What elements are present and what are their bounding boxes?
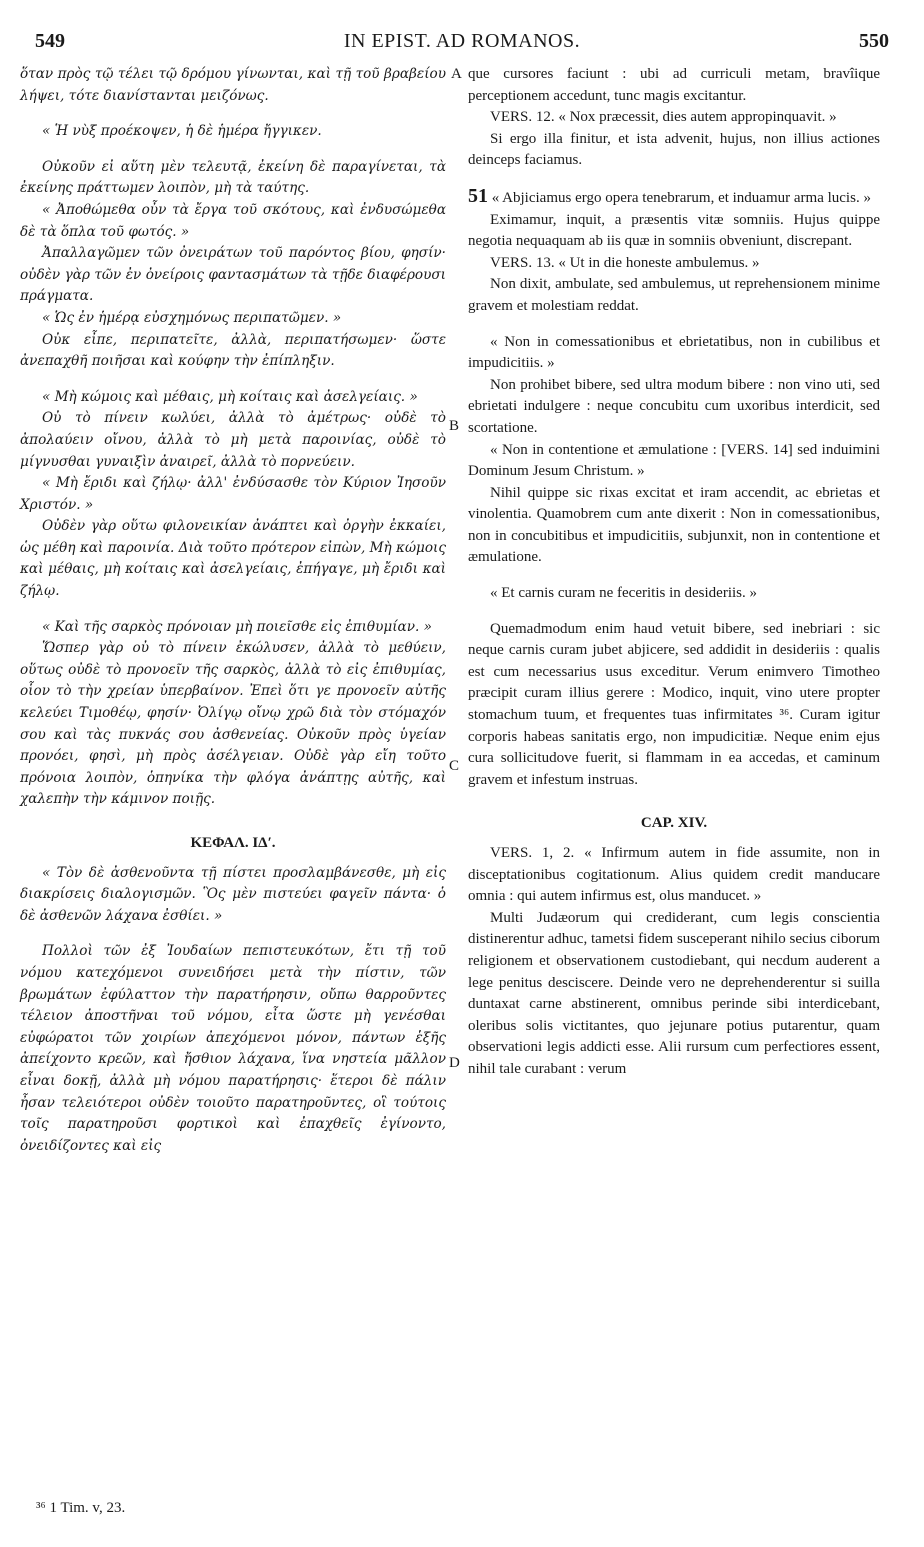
greek-paragraph: Ὥσπερ γὰρ οὐ τὸ πίνειν ἐκώλυσεν, ἀλλὰ τὸ μεθύειν, οὕτως οὐδὲ τὸ προνοεῖν τῆς σαρκὸς, ἀλλὰ τὸ εἰς ἐπιθυμίας, οἷον τὸ τὴν χρείαν ὑπερβαίνον. Ἐπεὶ ὅτι γε προνοεῖν αὐτῆς κελεύει Τιμοθέῳ, φησίν· Ὀλίγῳ οἴνῳ χρῶ διὰ τὸν στόμαχόν σου καὶ τὰς πυκνάς σου ἀσθενείας. Οὐκοῦν πρὸς ὑγείαν προνόει, φησὶ, μὴ πρὸς ἀσέλγειαν. Οὐδὲ γὰρ εἴη τοῦτο πρόνοια λοιπὸν, ὁπηνίκα τὴν φλόγα ἀνάπτῃς αὐτῆς, καὶ χαλεπὴν τὴν κάμινον ποιῇς. [20, 640, 446, 808]
margin-mark-a: A [451, 66, 462, 82]
page-header [0, 30, 924, 60]
running-title: IN EPIST. AD ROMANOS. [343, 30, 581, 52]
greek-verse-quote: « Ἡ νὺξ προέκοψεν, ἡ δὲ ἡμέρα ἤγγικεν. [42, 123, 322, 140]
greek-paragraph: Οὐκοῦν εἰ αὕτη μὲν τελευτᾷ, ἐκείνη δὲ παραγίνεται, τὰ ἐκείνης πράττωμεν λοιπὸν, μὴ τὰ ταύτης. [20, 158, 446, 197]
greek-chapter-heading: ΚΕΦΑΛ. ΙΔʹ. [190, 835, 276, 851]
latin-verse-quote: « Abjiciamus ergo opera tenebrarum, et induamur arma lucis. » [491, 189, 871, 206]
latin-verse-quote: VERS. 1, 2. « Infirmum autem in fide assumite, non in disceptationibus cogitationum. Alius quidem credit manducare omnia : qui autem infirmus est, olus manducet. » [468, 845, 880, 905]
greek-verse-quote: « Τὸν δὲ ἀσθενοῦντα τῇ πίστει προσλαμβάνεσθε, μὴ εἰς διακρίσεις διαλογισμῶν. Ὃς μὲν πιστεύει φαγεῖν πάντα· ὁ δὲ ἀσθενῶν λάχανα ἐσθίει. » [20, 864, 446, 924]
latin-paragraph: que cursores faciunt : ubi ad curriculi metam, bravîique perceptionem accedunt, tunc magis excitantur. [468, 66, 880, 104]
latin-paragraph: Quemadmodum enim haud vetuit bibere, sed inebriari : sic neque carnis curam jubet abjicere, sed addidit in desideriis : qualis est cum necessarius usus exceditur. Verum enimvero Timotheo præcipit curam illius gerere : Modico, inquit, vino utere propter stomachum tuum, et frequentes tuas infirmitates ³⁶. Curam igitur corporis habeas sanitatis ergo, non impudicitiæ. Neque enim ejus cura sollicitudove fuerit, si flammam in ea accedas, et caminum gravem et infestum instruas. [468, 620, 880, 788]
latin-verse-quote: VERS. 12. « Nox præcessit, dies autem appropinquavit. » [490, 109, 837, 126]
latin-paragraph: Si ergo illa finitur, et ista advenit, hujus, non illius actiones deinceps faciamus. [468, 130, 880, 169]
margin-mark-d: D [449, 1055, 460, 1071]
latin-paragraph: Eximamur, inquit, a præsentis vitæ somniis. Hujus quippe negotia nequaquam ab iis quæ in somniis obveniunt, discrepant. [468, 211, 880, 250]
latin-verse-quote: « Non in comessationibus et ebrietatibus, non in cubilibus et impudicitiis. » [468, 333, 880, 372]
greek-paragraph: Οὐ τὸ πίνειν κωλύει, ἀλλὰ τὸ ἀμέτρως· οὐδὲ τὸ ἀπολαύειν οἴνου, ἀλλὰ τὸ μὴ μετὰ παροινίας, οὐδὲ τὸ μίγνυσθαι γυναιξὶν ἀναιρεῖ, ἀλλὰ τὸ πορνεύειν. [20, 410, 446, 470]
page-number-left: 549 [35, 30, 65, 52]
column-number: 51 [468, 184, 488, 207]
greek-paragraph: Πολλοὶ τῶν ἐξ Ἰουδαίων πεπιστευκότων, ἔτι τῇ τοῦ νόμου κατεχόμενοι συνειδήσει μετὰ τὴν πίστιν, τῶν βρωμάτων ἐφύλαττον τὴν παρατήρησιν, οὔπω θαρροῦντες τέλειον ἀποστῆναι τοῦ νόμου, εἶτα ὥστε μὴ γενέσθαι εὐφώρατοι τῶν χοιρίων ἀπεχόμενοι μόνον, πάντων ἑξῆς ἀπείχοντο κρεῶν, καὶ ἤσθιον λάχανα, ἵνα νηστεία μᾶλλον εἶναι δοκῇ, ἀλλὰ μὴ νόμου παρατήρησις· ἕτεροι δὲ πάλιν ἦσαν τελειότεροι οὐδὲν τοιοῦτο παρατηροῦντες, οἳ τούτοις τοῖς παρατηροῦσι φορτικοὶ καὶ ἐπαχθεῖς ἐγίνοντο, ὀνειδίζοντες καὶ εἰς [20, 943, 446, 1154]
latin-chapter-heading: CAP. XIV. [640, 815, 708, 832]
latin-verse-quote: VERS. 13. « Ut in die honeste ambulemus. » [490, 254, 760, 271]
latin-verse-quote: « Et carnis curam ne feceritis in desideriis. » [490, 585, 757, 602]
greek-paragraph: Οὐδὲν γὰρ οὕτω φιλονεικίαν ἀνάπτει καὶ ὀργὴν ἐκκαίει, ὡς μέθη καὶ παροινία. Διὰ τοῦτο πρότερον εἰπὼν, Μὴ κώμοις καὶ μέθαις, μὴ κοίταις καὶ ἀσελγείαις, ἐπήγαγε, μὴ ἔριδι καὶ ζήλῳ. [20, 518, 446, 600]
margin-mark-c: C [449, 758, 460, 774]
greek-paragraph: Ἀπαλλαγῶμεν τῶν ὀνειράτων τοῦ παρόντος βίου, φησίν· οὐδὲν γὰρ τῶν ἐν ὀνείροις φαντασμάτων τὰ τῇδε διαφέρουσι πράγματα. [20, 245, 446, 305]
greek-verse-quote: « Καὶ τῆς σαρκὸς πρόνοιαν μὴ ποιεῖσθε εἰς ἐπιθυμίαν. » [42, 618, 432, 635]
page-number-right: 550 [859, 30, 889, 52]
greek-paragraph: Οὐκ εἶπε, περιπατεῖτε, ἀλλὰ, περιπατήσωμεν· ὥστε ἀνεπαχθῆ ποιῆσαι καὶ κούφην τὴν ἐπίπληξιν. [20, 331, 446, 370]
latin-paragraph: Multi Judæorum qui crediderant, cum legis conscientia distinerentur adhuc, tametsi fidem susceperant nihilo secius ciborum religionem et observationem custodiebant, qui necdum auderent a lege penitus desciscere. Deinde vero ne deprehenderentur si suilla duntaxat carne abstinerent, omnibus perinde sibi interdicebant, oleribus solis victitantes, quo jejunare potius putarentur, quam observationi legis addicti esse. Alii rursum cum perfectiores essent, nihil tale curabant : verum [468, 909, 880, 1077]
latin-column [468, 64, 880, 1081]
margin-mark-b: B [449, 418, 460, 434]
latin-verse-quote: « Non in contentione et æmulatione : [VERS. 14] sed induimini Dominum Jesum Christum. » [468, 441, 880, 480]
latin-verse-quote-block [468, 186, 880, 210]
latin-paragraph: Non prohibet bibere, sed ultra modum bibere : non vino uti, sed ebrietati indulgere : neque concubitu cum uxoribus interdicit, sed scortatione. [468, 376, 880, 436]
greek-column [20, 64, 446, 1157]
greek-verse-quote: « Μὴ ἔριδι καὶ ζήλῳ· ἀλλ' ἐνδύσασθε τὸν Κύριον Ἰησοῦν Χριστόν. » [20, 475, 446, 513]
latin-paragraph: Nihil quippe sic rixas excitat et iram accendit, ac ebrietas et vinolentia. Quamobrem cum ante dixerit : Non in comessationibus, non in concubitibus et impudicitiis, subjunxit, non in contentione et æmulatione. [468, 484, 880, 566]
greek-verse-quote: « Μὴ κώμοις καὶ μέθαις, μὴ κοίταις καὶ ἀσελγείαις. » [42, 388, 418, 405]
greek-verse-quote: « Ἀποθώμεθα οὖν τὰ ἔργα τοῦ σκότους, καὶ ἐνδυσώμεθα δὲ τὰ ὅπλα τοῦ φωτός. » [20, 201, 446, 240]
greek-verse-quote: « Ὡς ἐν ἡμέρᾳ εὐσχημόνως περιπατῶμεν. » [42, 309, 342, 326]
footnote: ³⁶ 1 Tim. v, 23. [36, 1500, 126, 1516]
greek-paragraph: ὅταν πρὸς τῷ τέλει τῷ δρόμου γίνωνται, καὶ τῇ τοῦ βραβείου λήψει, τότε διανίστανται μειζόνως. [20, 66, 446, 104]
latin-paragraph: Non dixit, ambulate, sed ambulemus, ut reprehensionem minime gravem et molestiam reddat. [468, 276, 880, 314]
